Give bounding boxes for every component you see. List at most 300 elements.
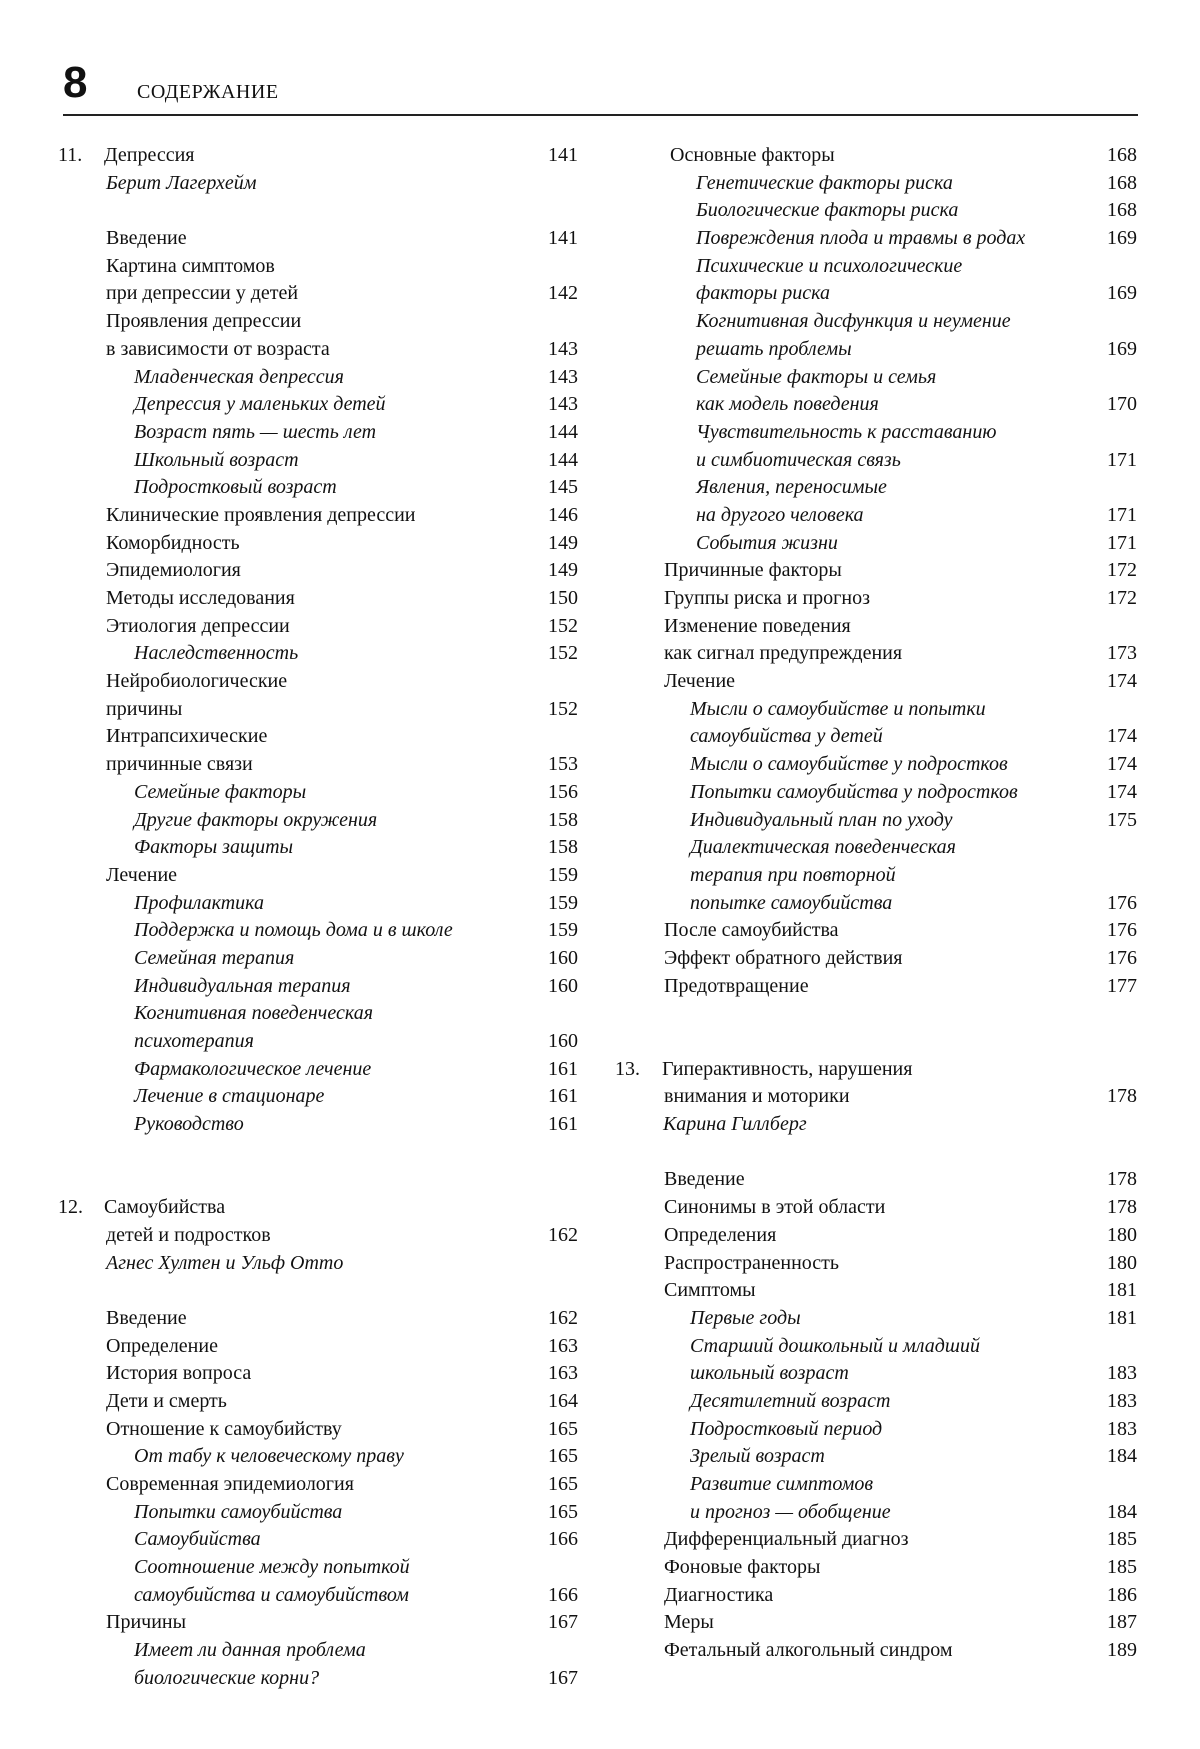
toc-entry (615, 1582, 1137, 1610)
entry-title: терапия при повторной (690, 863, 896, 886)
toc-entry (58, 1471, 578, 1499)
toc-entry (615, 253, 1137, 281)
toc-entry (58, 1028, 578, 1056)
entry-page-number: 141 (548, 144, 578, 166)
entry-page-number: 162 (548, 1306, 578, 1329)
toc-entry (615, 1416, 1137, 1444)
toc-entry (615, 391, 1137, 419)
entry-page-number: 177 (1107, 974, 1137, 997)
toc-chapter-entry (615, 1056, 1137, 1084)
entry-page-number: 165 (548, 1445, 578, 1468)
entry-title: детей и подростков (106, 1223, 271, 1246)
toc-entry (615, 1166, 1137, 1194)
entry-title: Группы риска и прогноз (664, 587, 870, 609)
page-number: 8 (63, 58, 88, 107)
chapter-number: 11. (58, 144, 83, 166)
entry-title: События жизни (696, 531, 838, 554)
page-header (63, 58, 1138, 116)
entry-page-number: 174 (1107, 753, 1137, 776)
entry-page-number: 168 (1107, 199, 1137, 222)
entry-title: и симбиотическая связь (696, 448, 901, 471)
entry-title: решать проблемы (696, 337, 852, 360)
entry-title: Младенческая депрессия (134, 365, 344, 388)
entry-page-number: 174 (1107, 725, 1137, 748)
toc-entry (615, 917, 1137, 945)
entry-page-number: 174 (1107, 670, 1137, 693)
entry-title: школьный возраст (690, 1362, 849, 1385)
toc-entry (615, 779, 1137, 807)
entry-page-number: 153 (548, 753, 578, 776)
toc-entry (58, 807, 578, 835)
entry-title: Этиология депрессии (106, 614, 290, 637)
toc-entry (615, 1277, 1137, 1305)
toc-entry (58, 419, 578, 447)
entry-page-number: 156 (548, 780, 578, 803)
entry-page-number: 165 (548, 1500, 578, 1523)
entry-page-number: 158 (548, 836, 578, 859)
entry-page-number: 178 (1107, 1168, 1137, 1191)
toc-author-line (58, 170, 578, 198)
entry-page-number: 183 (1107, 1417, 1137, 1440)
entry-page-number: 185 (1107, 1528, 1137, 1551)
toc-entry (58, 1526, 578, 1554)
toc-entry (58, 1554, 578, 1582)
entry-title: Старший дошкольный и младший (690, 1334, 980, 1357)
entry-title: Введение (664, 1168, 745, 1191)
entry-page-number: 165 (548, 1473, 578, 1496)
author-name: Берит Лагерхейм (106, 171, 257, 194)
entry-page-number: 159 (548, 863, 578, 886)
entry-title: Когнитивная дисфункция и неумение (696, 310, 1011, 333)
entry-page-number: 146 (548, 503, 578, 526)
toc-entry (615, 1222, 1137, 1250)
entry-title: Причины (106, 1611, 187, 1634)
toc-entry (615, 751, 1137, 779)
entry-title: Мысли о самоубийстве и попытки (690, 697, 986, 720)
entry-title: Фармакологическое лечение (134, 1057, 372, 1080)
entry-title: Изменение поведения (664, 614, 851, 637)
entry-title: в зависимости от возраста (106, 337, 330, 360)
entry-title: Соотношение между попыткой (134, 1556, 410, 1579)
entry-title: Введение (106, 1306, 187, 1329)
toc-entry (58, 364, 578, 392)
entry-title: Школьный возраст (134, 448, 299, 471)
toc-entry (615, 364, 1137, 392)
toc-entry (615, 336, 1137, 364)
entry-title: Зрелый возраст (690, 1445, 825, 1468)
entry-page-number: 166 (548, 1528, 578, 1551)
entry-title: Мысли о самоубийстве у подростков (690, 753, 1008, 776)
toc-entry (58, 336, 578, 364)
toc-entry (58, 1083, 578, 1111)
toc-entry (615, 1083, 1137, 1111)
entry-title: биологические корни? (134, 1666, 320, 1689)
entry-page-number: 152 (548, 614, 578, 637)
toc-entry (615, 419, 1137, 447)
entry-page-number: 178 (1107, 1196, 1137, 1219)
toc-entry (58, 1416, 578, 1444)
entry-page-number: 152 (548, 642, 578, 665)
entry-title: Лечение (664, 670, 736, 693)
entry-page-number: 184 (1107, 1500, 1137, 1523)
entry-page-number: 160 (548, 1030, 578, 1052)
entry-page-number: 176 (1107, 919, 1137, 942)
chapter-number: 12. (58, 1196, 83, 1219)
entry-page-number: 172 (1107, 587, 1137, 609)
entry-title: Другие факторы окружения (134, 808, 378, 831)
entry-page-number: 167 (548, 1666, 578, 1689)
toc-entry (615, 1388, 1137, 1416)
entry-page-number: 180 (1107, 1251, 1137, 1274)
toc-entry (615, 890, 1137, 918)
toc-entry (58, 668, 578, 696)
toc-author-line (615, 1111, 1137, 1139)
toc-entry (615, 1305, 1137, 1333)
entry-title: на другого человека (696, 503, 864, 526)
entry-title: Чувствительность к расставанию (696, 420, 997, 443)
entry-page-number: 150 (548, 587, 578, 609)
toc-entry (58, 585, 578, 613)
entry-page-number: 145 (548, 476, 578, 499)
entry-title: Психические и психологические (696, 254, 963, 277)
toc-entry (615, 973, 1137, 1001)
entry-title: Основные факторы (670, 144, 835, 166)
toc-entry (58, 613, 578, 641)
entry-title: Десятилетний возраст (690, 1389, 891, 1412)
entry-title: Интрапсихические (106, 725, 268, 748)
toc-entry (615, 807, 1137, 835)
entry-title: психотерапия (134, 1030, 254, 1052)
entry-page-number: 174 (1107, 780, 1137, 803)
toc-spacer (58, 1139, 578, 1194)
toc-entry (58, 917, 578, 945)
entry-title: Отношение к самоубийству (106, 1417, 342, 1440)
entry-title: Меры (664, 1611, 714, 1634)
entry-title: Лечение в стационаре (134, 1085, 325, 1108)
toc-entry (58, 945, 578, 973)
author-name: Карина Гиллберг (663, 1113, 807, 1136)
entry-title: Гиперактивность, нарушения (662, 1057, 913, 1080)
entry-title: самоубийства у детей (690, 725, 883, 748)
entry-title: Наследственность (134, 642, 299, 665)
entry-page-number: 166 (548, 1583, 578, 1606)
entry-page-number: 143 (548, 393, 578, 416)
entry-title: Самоубийства (134, 1528, 261, 1551)
entry-page-number: 189 (1107, 1639, 1137, 1662)
entry-title: Диагностика (664, 1583, 774, 1606)
entry-title: Проявления депрессии (106, 310, 302, 333)
toc-spacer (615, 1139, 1137, 1167)
entry-title: Первые годы (690, 1306, 801, 1329)
toc-spacer (615, 1000, 1137, 1055)
toc-entry (615, 1526, 1137, 1554)
toc-entry (615, 1609, 1137, 1637)
entry-title: Семейная терапия (134, 946, 295, 969)
entry-page-number: 181 (1107, 1306, 1137, 1329)
entry-title: факторы риска (696, 282, 831, 305)
entry-page-number: 171 (1107, 503, 1137, 526)
toc-entry (58, 391, 578, 419)
entry-title: попытке самоубийства (690, 891, 893, 914)
toc-entry (615, 1333, 1137, 1361)
toc-entry (58, 474, 578, 502)
entry-page-number: 160 (548, 946, 578, 969)
toc-entry (615, 668, 1137, 696)
entry-page-number: 178 (1107, 1085, 1137, 1108)
toc-entry (58, 1388, 578, 1416)
entry-page-number: 161 (548, 1113, 578, 1136)
entry-page-number: 160 (548, 974, 578, 997)
entry-title: Поддержка и помощь дома и в школе (134, 919, 453, 942)
toc-entry (58, 1333, 578, 1361)
entry-title: Нейробиологические (106, 670, 288, 693)
entry-title: Фетальный алкогольный синдром (664, 1639, 953, 1662)
toc-entry (58, 1305, 578, 1333)
entry-page-number: 165 (548, 1417, 578, 1440)
entry-page-number: 180 (1107, 1223, 1137, 1246)
toc-entry (58, 723, 578, 751)
entry-title: Методы исследования (106, 587, 295, 609)
toc-entry (58, 280, 578, 308)
entry-page-number: 159 (548, 891, 578, 914)
entry-title: Имеет ли данная проблема (134, 1639, 366, 1662)
toc-entry (615, 1554, 1137, 1582)
entry-title: От табу к человеческому праву (134, 1445, 404, 1468)
toc-entry (58, 530, 578, 558)
entry-page-number: 176 (1107, 891, 1137, 914)
entry-title: Синонимы в этой области (664, 1196, 886, 1219)
entry-title: Семейные факторы и семья (696, 365, 937, 388)
entry-title: Депрессия (104, 144, 195, 166)
toc-entry (58, 973, 578, 1001)
toc-entry (615, 1194, 1137, 1222)
entry-title: Развитие симптомов (690, 1473, 874, 1496)
author-name: Агнес Хултен и Ульф Отто (106, 1251, 344, 1274)
toc-entry (58, 640, 578, 668)
entry-page-number: 142 (548, 282, 578, 305)
entry-title: Симптомы (664, 1279, 756, 1302)
entry-page-number: 163 (548, 1362, 578, 1385)
toc-entry (615, 1471, 1137, 1499)
entry-title: Лечение (106, 863, 178, 886)
toc-entry (615, 1499, 1137, 1527)
toc-entry (615, 530, 1137, 558)
entry-title: Определения (664, 1223, 777, 1246)
toc-entry (58, 1111, 578, 1139)
entry-page-number: 164 (548, 1389, 578, 1412)
entry-title: Подростковый возраст (134, 476, 337, 499)
entry-title: Депрессия у маленьких детей (134, 393, 386, 416)
toc-chapter-entry (58, 1194, 578, 1222)
entry-title: История вопроса (106, 1362, 252, 1385)
entry-page-number: 173 (1107, 642, 1137, 665)
toc-entry (615, 945, 1137, 973)
toc-entry (615, 502, 1137, 530)
toc-entry (58, 1222, 578, 1250)
toc-entry (615, 142, 1137, 170)
entry-page-number: 161 (548, 1057, 578, 1080)
toc-entry (615, 1360, 1137, 1388)
toc-entry (58, 1443, 578, 1471)
toc-entry (615, 613, 1137, 641)
entry-page-number: 163 (548, 1334, 578, 1357)
toc-entry (615, 585, 1137, 613)
entry-title: как модель поведения (696, 393, 879, 416)
entry-page-number: 169 (1107, 282, 1137, 305)
toc-entry (615, 723, 1137, 751)
entry-page-number: 141 (548, 227, 578, 250)
entry-page-number: 167 (548, 1611, 578, 1634)
entry-title: После самоубийства (664, 919, 839, 942)
entry-page-number: 152 (548, 697, 578, 720)
toc-entry (58, 308, 578, 336)
entry-title: самоубийства и самоубийством (134, 1583, 409, 1606)
toc-entry (615, 280, 1137, 308)
toc-entry (615, 834, 1137, 862)
toc-right-column (615, 142, 1137, 1665)
entry-page-number: 144 (548, 420, 578, 443)
toc-chapter-entry (58, 142, 578, 170)
entry-page-number: 181 (1107, 1279, 1137, 1302)
entry-page-number: 175 (1107, 808, 1137, 831)
toc-entry (615, 197, 1137, 225)
entry-title: как сигнал предупреждения (664, 642, 903, 665)
toc-entry (58, 696, 578, 724)
entry-title: Индивидуальная терапия (134, 974, 351, 997)
entry-title: Современная эпидемиология (106, 1473, 354, 1496)
entry-page-number: 158 (548, 808, 578, 831)
toc-entry (58, 1360, 578, 1388)
toc-entry (615, 640, 1137, 668)
entry-page-number: 161 (548, 1085, 578, 1108)
entry-page-number: 184 (1107, 1445, 1137, 1468)
entry-page-number: 183 (1107, 1389, 1137, 1412)
entry-title: Введение (106, 227, 187, 250)
entry-page-number: 149 (548, 559, 578, 582)
toc-author-line (58, 1250, 578, 1278)
toc-entry (58, 1582, 578, 1610)
entry-title: Индивидуальный план по уходу (690, 808, 953, 831)
toc-entry (615, 474, 1137, 502)
toc-entry (58, 1000, 578, 1028)
entry-page-number: 143 (548, 337, 578, 360)
entry-title: Попытки самоубийства (134, 1500, 343, 1523)
entry-title: Дифференциальный диагноз (664, 1528, 909, 1551)
toc-entry (58, 253, 578, 281)
entry-title: причины (106, 697, 183, 720)
entry-title: Предотвращение (664, 974, 809, 997)
entry-title: внимания и моторики (664, 1085, 850, 1108)
entry-title: Распространенность (664, 1251, 840, 1274)
entry-page-number: 144 (548, 448, 578, 471)
toc-spacer (58, 1277, 578, 1305)
entry-title: Факторы защиты (134, 836, 294, 859)
entry-page-number: 187 (1107, 1611, 1137, 1634)
entry-page-number: 168 (1107, 171, 1137, 194)
entry-page-number: 169 (1107, 337, 1137, 360)
toc-spacer (58, 197, 578, 225)
entry-title: Когнитивная поведенческая (134, 1002, 373, 1025)
entry-title: Эпидемиология (106, 559, 241, 582)
toc-entry (58, 1637, 578, 1665)
toc-entry (615, 862, 1137, 890)
toc-entry (58, 502, 578, 530)
entry-title: Эффект обратного действия (664, 946, 903, 969)
entry-page-number: 162 (548, 1223, 578, 1246)
toc-entry (58, 779, 578, 807)
entry-title: Семейные факторы (134, 780, 307, 803)
toc-entry (58, 1056, 578, 1084)
entry-page-number: 176 (1107, 946, 1137, 969)
toc-entry (615, 447, 1137, 475)
toc-entry (58, 1499, 578, 1527)
entry-title: Фоновые факторы (664, 1556, 821, 1579)
toc-entry (58, 1609, 578, 1637)
entry-page-number: 171 (1107, 531, 1137, 554)
entry-title: Явления, переносимые (696, 476, 887, 499)
toc-entry (58, 834, 578, 862)
entry-title: Картина симптомов (106, 254, 275, 277)
toc-entry (58, 862, 578, 890)
toc-entry (615, 225, 1137, 253)
entry-page-number: 168 (1107, 144, 1137, 166)
toc-entry (58, 557, 578, 585)
toc-entry (58, 751, 578, 779)
entry-page-number: 159 (548, 919, 578, 942)
entry-title: Биологические факторы риска (696, 199, 959, 222)
toc-entry (615, 1637, 1137, 1665)
entry-title: Причинные факторы (664, 559, 842, 582)
entry-title: Самоубийства (104, 1196, 226, 1219)
entry-title: при депрессии у детей (106, 282, 299, 305)
entry-page-number: 186 (1107, 1583, 1137, 1606)
entry-title: Возраст пять — шесть лет (134, 420, 377, 443)
toc-entry (615, 170, 1137, 198)
toc-entry (615, 1443, 1137, 1471)
entry-title: причинные связи (106, 753, 253, 776)
entry-page-number: 185 (1107, 1556, 1137, 1579)
entry-title: Коморбидность (106, 531, 240, 554)
entry-page-number: 149 (548, 531, 578, 554)
entry-title: и прогноз — обобщение (690, 1500, 891, 1523)
entry-title: Повреждения плода и травмы в родах (696, 227, 1026, 250)
entry-title: Попытки самоубийства у подростков (690, 780, 1018, 803)
toc-entry (58, 1665, 578, 1693)
entry-title: Определение (106, 1334, 218, 1357)
toc-entry (615, 557, 1137, 585)
entry-page-number: 143 (548, 365, 578, 388)
toc-entry (58, 447, 578, 475)
entry-title: Генетические факторы риска (696, 171, 953, 194)
entry-page-number: 172 (1107, 559, 1137, 582)
toc-entry (58, 890, 578, 918)
entry-title: Подростковый период (690, 1417, 883, 1440)
chapter-number: 13. (615, 1057, 640, 1080)
entry-page-number: 170 (1107, 393, 1137, 416)
entry-title: Дети и смерть (106, 1389, 227, 1412)
entry-page-number: 169 (1107, 227, 1137, 250)
running-title: СОДЕРЖАНИЕ (137, 81, 279, 103)
toc-left-column (58, 142, 578, 1693)
toc-entry (615, 1250, 1137, 1278)
entry-page-number: 183 (1107, 1362, 1137, 1385)
toc-entry (58, 225, 578, 253)
entry-title: Профилактика (134, 891, 264, 914)
toc-entry (615, 696, 1137, 724)
entry-page-number: 171 (1107, 448, 1137, 471)
entry-title: Клинические проявления депрессии (106, 503, 416, 526)
toc-entry (615, 308, 1137, 336)
